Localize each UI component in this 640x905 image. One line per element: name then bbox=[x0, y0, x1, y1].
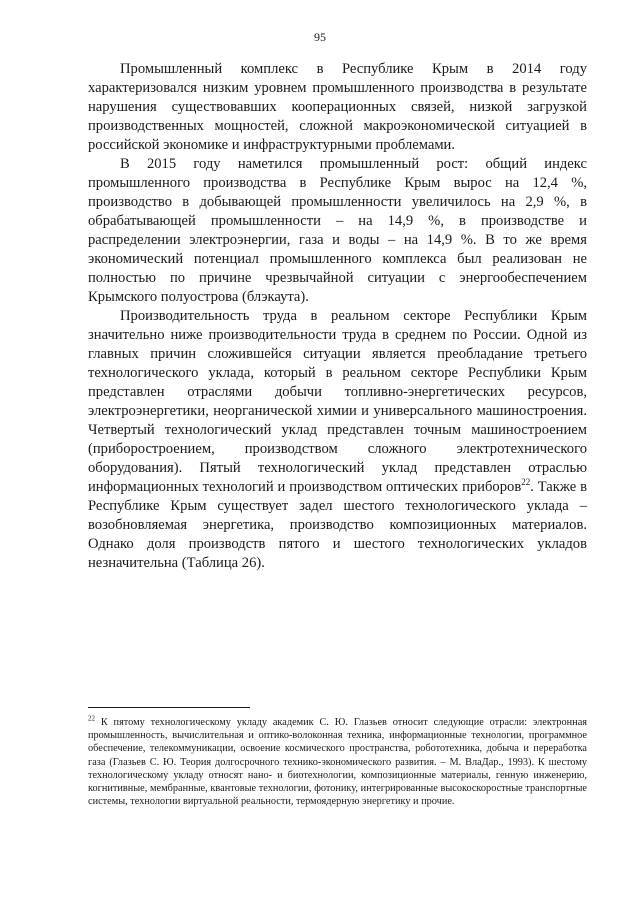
paragraph-industrial-complex-2014: Промышленный комплекс в Республике Крым в 2014 году характеризовался низким уровнем промышленного производства в результате нарушения существовавших кооперационных связей, низкой загрузкой производственных мощностей, сложной макроэкономической ситуацией в российской экономике и инфраструктурными проблемами. bbox=[88, 61, 587, 153]
footnote bbox=[88, 716, 587, 808]
paragraph-labor-productivity bbox=[88, 307, 587, 573]
page-number: 95 bbox=[314, 30, 326, 44]
paragraph-text-after-note: . Также в Республике Крым существует задел шестого технологического уклада – возобновляемая энергетика, производство композиционных материалов. Однако доля производств пятого и шестого технологических укладов незначительна (Таблица 26). bbox=[88, 479, 588, 571]
footnote-text: К пятому технологическому укладу академик С. Ю. Глазьев относит следующие отрасли: электронная промышленность, вычислительная и оптико-волоконная техника, информационные технологии, программное обеспечение, телекоммуникации, освоение космического пространства, робототехника, добыча и переработка газа (Глазьев С. Ю. Теория долгосрочного технико-экономического развития. – М. ВлаДар., 1993). К шестому технологическому укладу относят нано- и биотехнологии, композиционные материалы, генную инженерию, когнитивные, мембранные, квантовые технологии, фотонику, интегрированные высокоскоростные транспортные системы, технологии виртуальной реальности, термоядерную энергетику и прочие. bbox=[88, 717, 587, 808]
footnote-separator bbox=[88, 707, 250, 708]
footnote-reference[interactable]: 22 bbox=[521, 477, 531, 488]
paragraph-text-before-note: Производительность труда в реальном секторе Республики Крым значительно ниже производительности труда в среднем по России. Одной из главных причин сложившейся ситуации является преобладание третьего технологического уклада, который в реальном секторе Республики Крым представлен отраслями добычи топливно-энергетических ресурсов, электроэнергетики, неорганической химии и универсального машиностроения. Четвертый технологический уклад представлен точным машиностроением (приборостроением, производством сложного электротехнического оборудования). Пятый технологический уклад представлен отраслью информационных технологий и производством оптических приборов bbox=[88, 308, 587, 495]
footnote-number: 22 bbox=[88, 714, 95, 723]
main-text bbox=[88, 60, 587, 573]
paragraph-industrial-growth-2015: В 2015 году наметился промышленный рост: общий индекс промышленного производства в Республике Крым вырос на 12,4 %, производство в добывающей промышленности увеличилось на 2,9 %, в обрабатывающей промышленности – на 14,9 %, в производстве и распределении электроэнергии, газа и воды – на 14,9 %. В то же время экономический потенциал промышленного комплекса был реализован не полностью по причине чрезвычайной ситуации с энергообеспечением Крымского полуострова (блэкаута). bbox=[88, 156, 587, 305]
